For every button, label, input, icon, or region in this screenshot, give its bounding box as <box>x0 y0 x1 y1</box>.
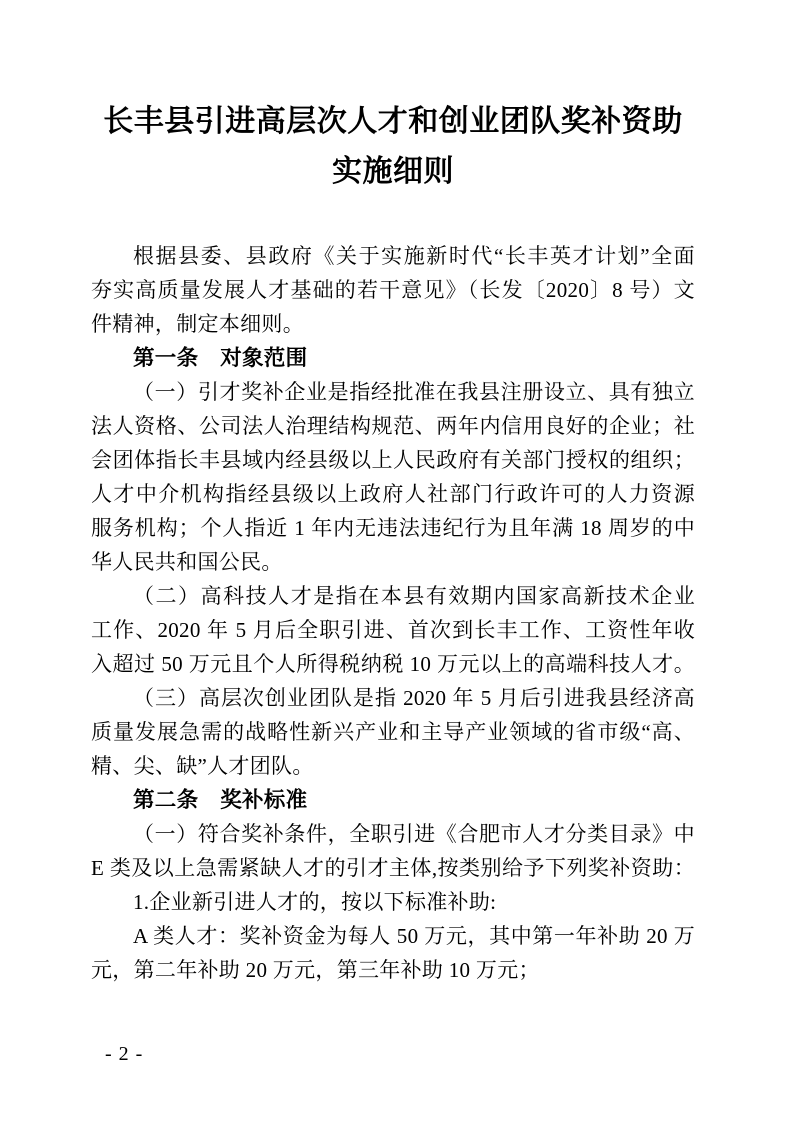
body-line: 根据县委、县政府《关于实施新时代“长丰英才计划”全面 <box>133 244 695 268</box>
body-line: 件精神，制定本细则。 <box>91 312 304 336</box>
page-number: - 2 - <box>105 1043 144 1065</box>
body-line: 会团体指长丰县域内经县级以上人民政府有关部门授权的组织； <box>91 448 695 472</box>
body-line: A 类人才：奖补资金为每人 50 万元，其中第一年补助 20 万 <box>133 924 695 948</box>
body-line: 服务机构；个人指近 1 年内无违法违纪行为且年满 18 周岁的中 <box>91 516 695 540</box>
document-title <box>91 97 695 197</box>
body-line: 1.企业新引进人才的，按以下标准补助: <box>133 890 497 914</box>
body-line: 精、尖、缺”人才团队。 <box>91 754 314 778</box>
body-line: 元，第二年补助 20 万元，第三年补助 10 万元； <box>91 958 540 982</box>
body-line: 质量发展急需的战略性新兴产业和主导产业领域的省市级“高、 <box>91 720 695 744</box>
body-line: 工作、2020 年 5 月后全职引进、首次到长丰工作、工资性年收 <box>91 618 695 642</box>
document-body <box>91 239 695 987</box>
body-line: 法人资格、公司法人治理结构规范、两年内信用良好的企业；社 <box>91 414 695 438</box>
document-title-line-1: 长丰县引进高层次人才和创业团队奖补资助 <box>103 105 683 138</box>
body-line: 入超过 50 万元且个人所得税纳税 10 万元以上的高端科技人才。 <box>91 652 695 676</box>
body-line: 华人民共和国公民。 <box>91 550 283 574</box>
section-heading-line: 第二条 奖补标准 <box>133 788 308 812</box>
body-line: 夯实高质量发展人才基础的若干意见》（长发〔2020〕8 号）文 <box>91 278 695 302</box>
body-line: （一）引才奖补企业是指经批准在我县注册设立、具有独立 <box>133 380 695 404</box>
body-line: E 类及以上急需紧缺人才的引才主体,按类别给予下列奖补资助： <box>91 856 695 880</box>
body-line: （二）高科技人才是指在本县有效期内国家高新技术企业 <box>133 584 695 608</box>
document-title-line-2: 实施细则 <box>332 155 454 188</box>
body-line: （三）高层次创业团队是指 2020 年 5 月后引进我县经济高 <box>133 686 695 710</box>
section-heading-line: 第一条 对象范围 <box>133 346 308 370</box>
body-line: （一）符合奖补条件，全职引进《合肥市人才分类目录》中 <box>133 822 695 846</box>
body-line: 人才中介机构指经县级以上政府人社部门行政许可的人力资源 <box>91 482 695 506</box>
